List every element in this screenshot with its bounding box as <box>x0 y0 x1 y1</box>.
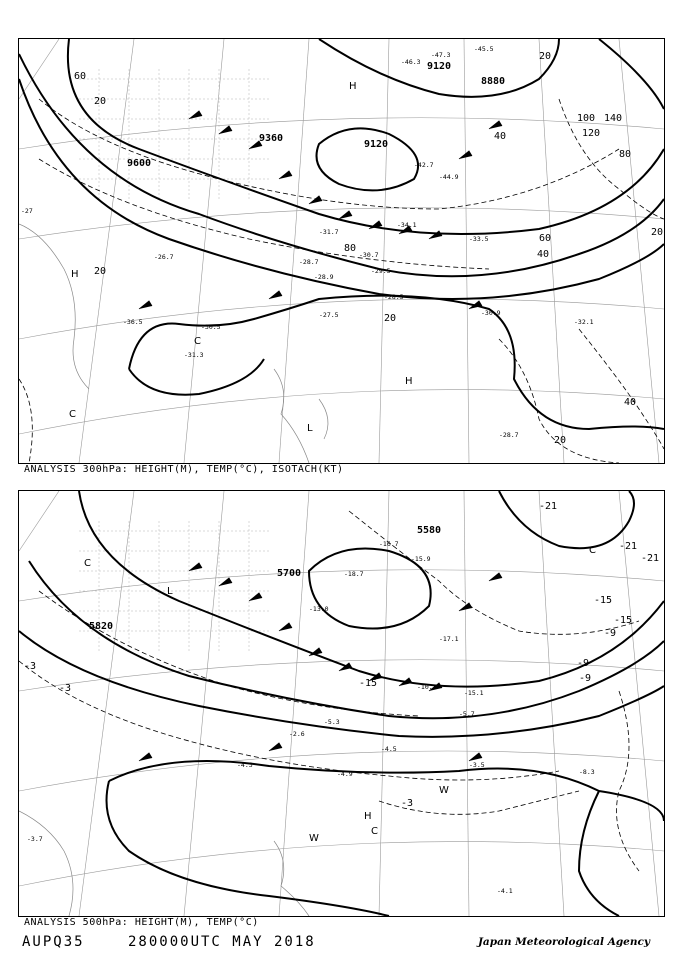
isotach-label: 120 <box>582 128 601 139</box>
caption-500hpa: ANALYSIS 500hPa: HEIGHT(M), TEMP(°C) <box>24 917 259 928</box>
cold-core-marker: C <box>84 558 91 569</box>
isotherm-label: -3 <box>401 798 414 809</box>
height-label: 9120 <box>427 61 452 72</box>
isotherm-label: -21 <box>619 541 638 552</box>
isotherm-label: -15 <box>359 678 378 689</box>
graticule <box>19 491 664 916</box>
temperature-label: -28.7 <box>499 431 519 439</box>
agency-name: Japan Meteorological Agency <box>477 936 650 948</box>
isotach-label: 40 <box>494 131 507 142</box>
temperature-label: -17.1 <box>439 635 459 643</box>
temperature-label: -30.9 <box>481 309 501 317</box>
temperature-label: -27.5 <box>319 311 339 319</box>
isotherm-label: -9 <box>579 673 592 684</box>
height-label: 5700 <box>277 568 302 579</box>
temperature-label: -26.7 <box>154 253 174 261</box>
isotherms <box>19 511 639 871</box>
height-contours <box>19 491 664 916</box>
height-label: 5820 <box>89 621 114 632</box>
isotach-label: 20 <box>554 435 567 446</box>
isotach-label: 20 <box>651 227 664 238</box>
temperature-label: -3.5 <box>469 761 485 769</box>
height-contours <box>19 39 664 429</box>
temperature-label: -45.5 <box>474 45 494 53</box>
isotach-label: 20 <box>94 96 107 107</box>
temperature-label: -13.0 <box>309 605 329 613</box>
height-label: 5580 <box>417 525 442 536</box>
low-pressure-marker: L <box>167 586 173 597</box>
isotherm-label: -3 <box>24 661 37 672</box>
height-label: 8880 <box>481 76 506 87</box>
isotherm-label: -15 <box>594 595 613 606</box>
temperature-label: -30.7 <box>359 251 379 259</box>
cold-core-marker: C <box>194 336 201 347</box>
coastlines <box>19 811 309 916</box>
temperature-label: -16.7 <box>379 540 399 548</box>
isotherm-label: -21 <box>539 501 558 512</box>
isotherm-label: -3 <box>59 683 72 694</box>
high-pressure-marker: H <box>349 81 357 92</box>
valid-time: 280000UTC MAY 2018 <box>128 934 316 950</box>
isotherm-label: -21 <box>641 553 660 564</box>
temperature-label: -4.9 <box>337 770 353 778</box>
temperature-label: -27 <box>21 207 33 215</box>
high-pressure-marker: H <box>364 811 372 822</box>
temperature-label: -44.9 <box>439 173 459 181</box>
temperature-label: -28.5 <box>384 293 404 301</box>
warm-core-marker: W <box>439 785 449 796</box>
temperature-label: -31.3 <box>184 351 204 359</box>
temperature-label: -31.7 <box>319 228 339 236</box>
cold-core-marker: C <box>69 409 76 420</box>
temperature-label: -28.9 <box>314 273 334 281</box>
wind-barbs <box>139 563 502 761</box>
temperature-label: -15.9 <box>411 555 431 563</box>
temperature-label: -5.7 <box>459 710 475 718</box>
caption-300hpa: ANALYSIS 300hPa: HEIGHT(M), TEMP(°C), ISOTACH(KT) <box>24 464 344 475</box>
isotachs <box>19 99 664 463</box>
isotach-label: 60 <box>74 71 87 82</box>
temperature-label: -8.3 <box>579 768 595 776</box>
height-label: 9120 <box>364 139 389 150</box>
temperature-label: -4.3 <box>237 761 253 769</box>
cold-core-marker: C <box>589 545 596 556</box>
isotach-label: 80 <box>619 149 632 160</box>
temperature-label: -32.1 <box>574 318 594 326</box>
temperature-label: -18.7 <box>344 570 364 578</box>
temperature-label: -10.3 <box>417 683 437 691</box>
isotach-label: 20 <box>539 51 552 62</box>
chart-code: AUPQ35 <box>22 934 85 950</box>
height-label: 9360 <box>259 133 284 144</box>
temperature-label: -5.3 <box>324 718 340 726</box>
isotach-label: 20 <box>384 313 397 324</box>
graticule <box>19 39 664 463</box>
height-label: 9600 <box>127 158 152 169</box>
temperature-label: -4.5 <box>381 745 397 753</box>
isotach-label: 140 <box>604 113 623 124</box>
temperature-label: -29.5 <box>371 267 391 275</box>
isotherm-label: -9 <box>577 658 590 669</box>
analysis-300hpa-map <box>18 38 665 464</box>
temperature-label: -34.1 <box>397 221 417 229</box>
low-pressure-marker: L <box>307 423 313 434</box>
isotach-label: 100 <box>577 113 596 124</box>
temperature-label: -42.7 <box>414 161 434 169</box>
warm-core-marker: W <box>309 833 319 844</box>
temperature-label: -33.5 <box>469 235 489 243</box>
temperature-label: -47.3 <box>431 51 451 59</box>
isotach-label: 40 <box>624 397 637 408</box>
temperature-label: -4.1 <box>497 887 513 895</box>
isotach-label: 40 <box>537 249 550 260</box>
cold-core-marker: C <box>371 826 378 837</box>
isotach-label: 80 <box>344 243 357 254</box>
temperature-label: -15.1 <box>464 689 484 697</box>
temperature-label: -3.7 <box>27 835 43 843</box>
temperature-label: -36.5 <box>123 318 143 326</box>
temperature-label: -28.7 <box>299 258 319 266</box>
isotherm-label: -9 <box>604 628 617 639</box>
temperature-label: -46.3 <box>401 58 421 66</box>
map-300hpa-canvas <box>19 39 664 463</box>
map-500hpa-canvas <box>19 491 664 916</box>
high-pressure-marker: H <box>71 269 79 280</box>
isotach-label: 20 <box>94 266 107 277</box>
isotach-label: 60 <box>539 233 552 244</box>
analysis-500hpa-map <box>18 490 665 917</box>
temperature-label: -30.5 <box>201 323 221 331</box>
high-pressure-marker: H <box>405 376 413 387</box>
temperature-label: -2.6 <box>289 730 305 738</box>
isotherm-label: -15 <box>614 615 633 626</box>
